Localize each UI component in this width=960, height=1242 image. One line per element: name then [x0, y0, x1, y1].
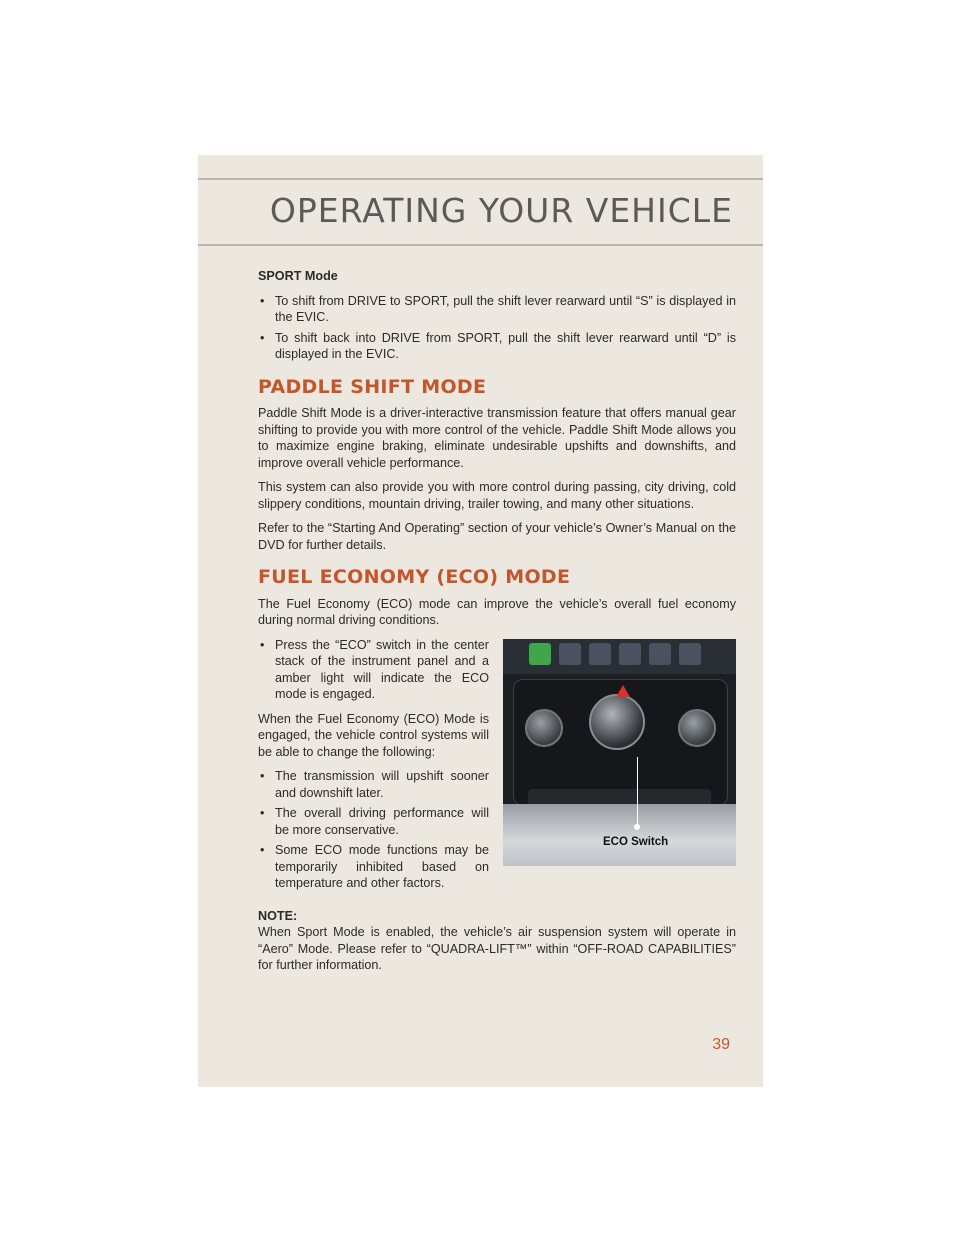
sport-mode-bullets: [258, 293, 736, 363]
tune-knob-icon: [678, 709, 716, 747]
paddle-shift-heading: PADDLE SHIFT MODE: [258, 375, 487, 398]
section-title: OPERATING YOUR VEHICLE: [269, 191, 733, 230]
page-content: [258, 268, 736, 982]
list-item: • The transmission will upshift sooner and downshift later.: [258, 768, 736, 801]
paragraph: Paddle Shift Mode is a driver-interactive transmission feature that offers manual gear shifting to provide you with more control of the vehicle. Paddle Shift Mode allows you to maximize engine braking, eliminate undesirable upshifts and downshifts, and improve overall vehicle performance.: [258, 406, 736, 470]
header-rule-top: [198, 178, 763, 180]
paragraph: The Fuel Economy (ECO) mode can improve the vehicle’s overall fuel economy during normal driving conditions.: [258, 596, 736, 627]
eco-bullets-2: [258, 768, 736, 892]
paragraph: This system can also provide you with more control during passing, city driving, cold slippery conditions, mountain driving, trailer towing, and many other situations.: [258, 480, 736, 511]
paragraph: Refer to the “Starting And Operating” section of your vehicle’s Owner’s Manual on the DVD for further details.: [258, 521, 736, 552]
page-number: 39: [712, 1036, 730, 1053]
sport-mode-subheading: SPORT Mode: [258, 269, 338, 283]
header-rule-bottom: [198, 244, 763, 246]
list-item: • To shift from DRIVE to SPORT, pull the shift lever rearward until “S” is displayed in the EVIC.: [258, 293, 736, 326]
figure-label: ECO Switch: [603, 835, 669, 848]
note-text: When Sport Mode is enabled, the vehicle’s air suspension system will operate in “Aero” Mode. Please refer to “QUADRA-LIFT™” within “OFF-ROAD CAPABILITIES” for further information.: [258, 925, 736, 972]
list-item: • Some ECO mode functions may be temporarily inhibited based on temperature and other factors.: [258, 842, 736, 892]
note-label: NOTE:: [258, 908, 298, 923]
volume-knob-icon: [525, 709, 563, 747]
eco-mode-heading: FUEL ECONOMY (ECO) MODE: [258, 566, 571, 588]
list-item: • The overall driving performance will be more conservative.: [258, 805, 736, 838]
paragraph: When the Fuel Economy (ECO) Mode is engaged, the vehicle control systems will be able to change the following:: [258, 711, 489, 759]
manual-page: [198, 155, 763, 1087]
list-item: • To shift back into DRIVE from SPORT, pull the shift lever rearward until “D” is displayed in the EVIC.: [258, 330, 736, 363]
eco-bullets-1: [258, 637, 736, 703]
list-item: • Press the “ECO” switch in the center stack of the instrument panel and a amber light will indicate the ECO mode is engaged.: [258, 637, 736, 703]
